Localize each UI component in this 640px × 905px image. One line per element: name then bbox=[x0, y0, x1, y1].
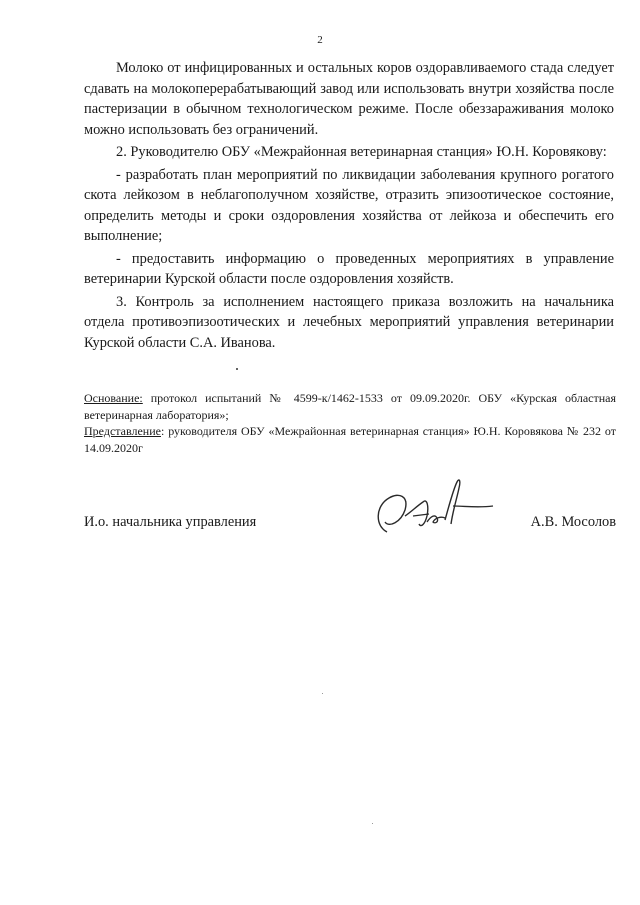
paragraph-item-2-plan: - разработать план мероприятий по ликвидации заболевания крупного рогатого скота лейкозом в неблагополучном хозяйстве, отразить эпизоотическое состояние, определить методы и сроки оздоровления хозяйства от лейкоза и обеспечить его выполнение; bbox=[84, 166, 614, 244]
scan-speck bbox=[322, 693, 323, 694]
signature-block bbox=[84, 514, 616, 538]
paragraph-item-2: 2. Руководителю ОБУ «Межрайонная ветеринарная станция» Ю.Н. Коровякову: bbox=[116, 144, 607, 160]
submission-text: : руководителя ОБУ «Межрайонная ветеринарная станция» Ю.Н. Коровякова № 232 от 14.09.2020г bbox=[84, 424, 616, 455]
stray-dot bbox=[236, 368, 238, 370]
page-number: 2 bbox=[317, 34, 323, 46]
paragraph-item-2-report: - предоставить информацию о проведенных мероприятиях в управление ветеринарии Курской области после оздоровления хозяйств. bbox=[84, 250, 614, 287]
basis-note bbox=[84, 390, 616, 423]
handwritten-signature bbox=[369, 476, 499, 540]
footnotes bbox=[84, 390, 616, 456]
paragraph-milk: Молоко от инфицированных и остальных коров оздоравливаемого стада следует сдавать на молокоперерабатывающий завод или использовать внутри хозяйства после пастеризации в обычном технологическом режиме. После обеззараживания молоко можно использовать без ограничений. bbox=[84, 60, 614, 138]
basis-label: Основание: bbox=[84, 391, 143, 405]
document-body bbox=[84, 58, 614, 355]
paragraph-item-3: 3. Контроль за исполнением настоящего приказа возложить на начальника отдела противоэпизоотических и лечебных мероприятий управления ветеринарии Курской области С.А. Иванова. bbox=[84, 293, 614, 351]
signer-name: А.В. Мосолов bbox=[530, 514, 616, 530]
signer-title: И.о. начальника управления bbox=[84, 514, 257, 530]
submission-note bbox=[84, 423, 616, 456]
submission-label: Представление bbox=[84, 424, 161, 438]
scan-speck bbox=[372, 823, 373, 824]
basis-text: протокол испытаний № 4599-к/1462-1533 от 09.09.2020г. ОБУ «Курская областная ветеринарная лаборатория»; bbox=[84, 391, 616, 422]
